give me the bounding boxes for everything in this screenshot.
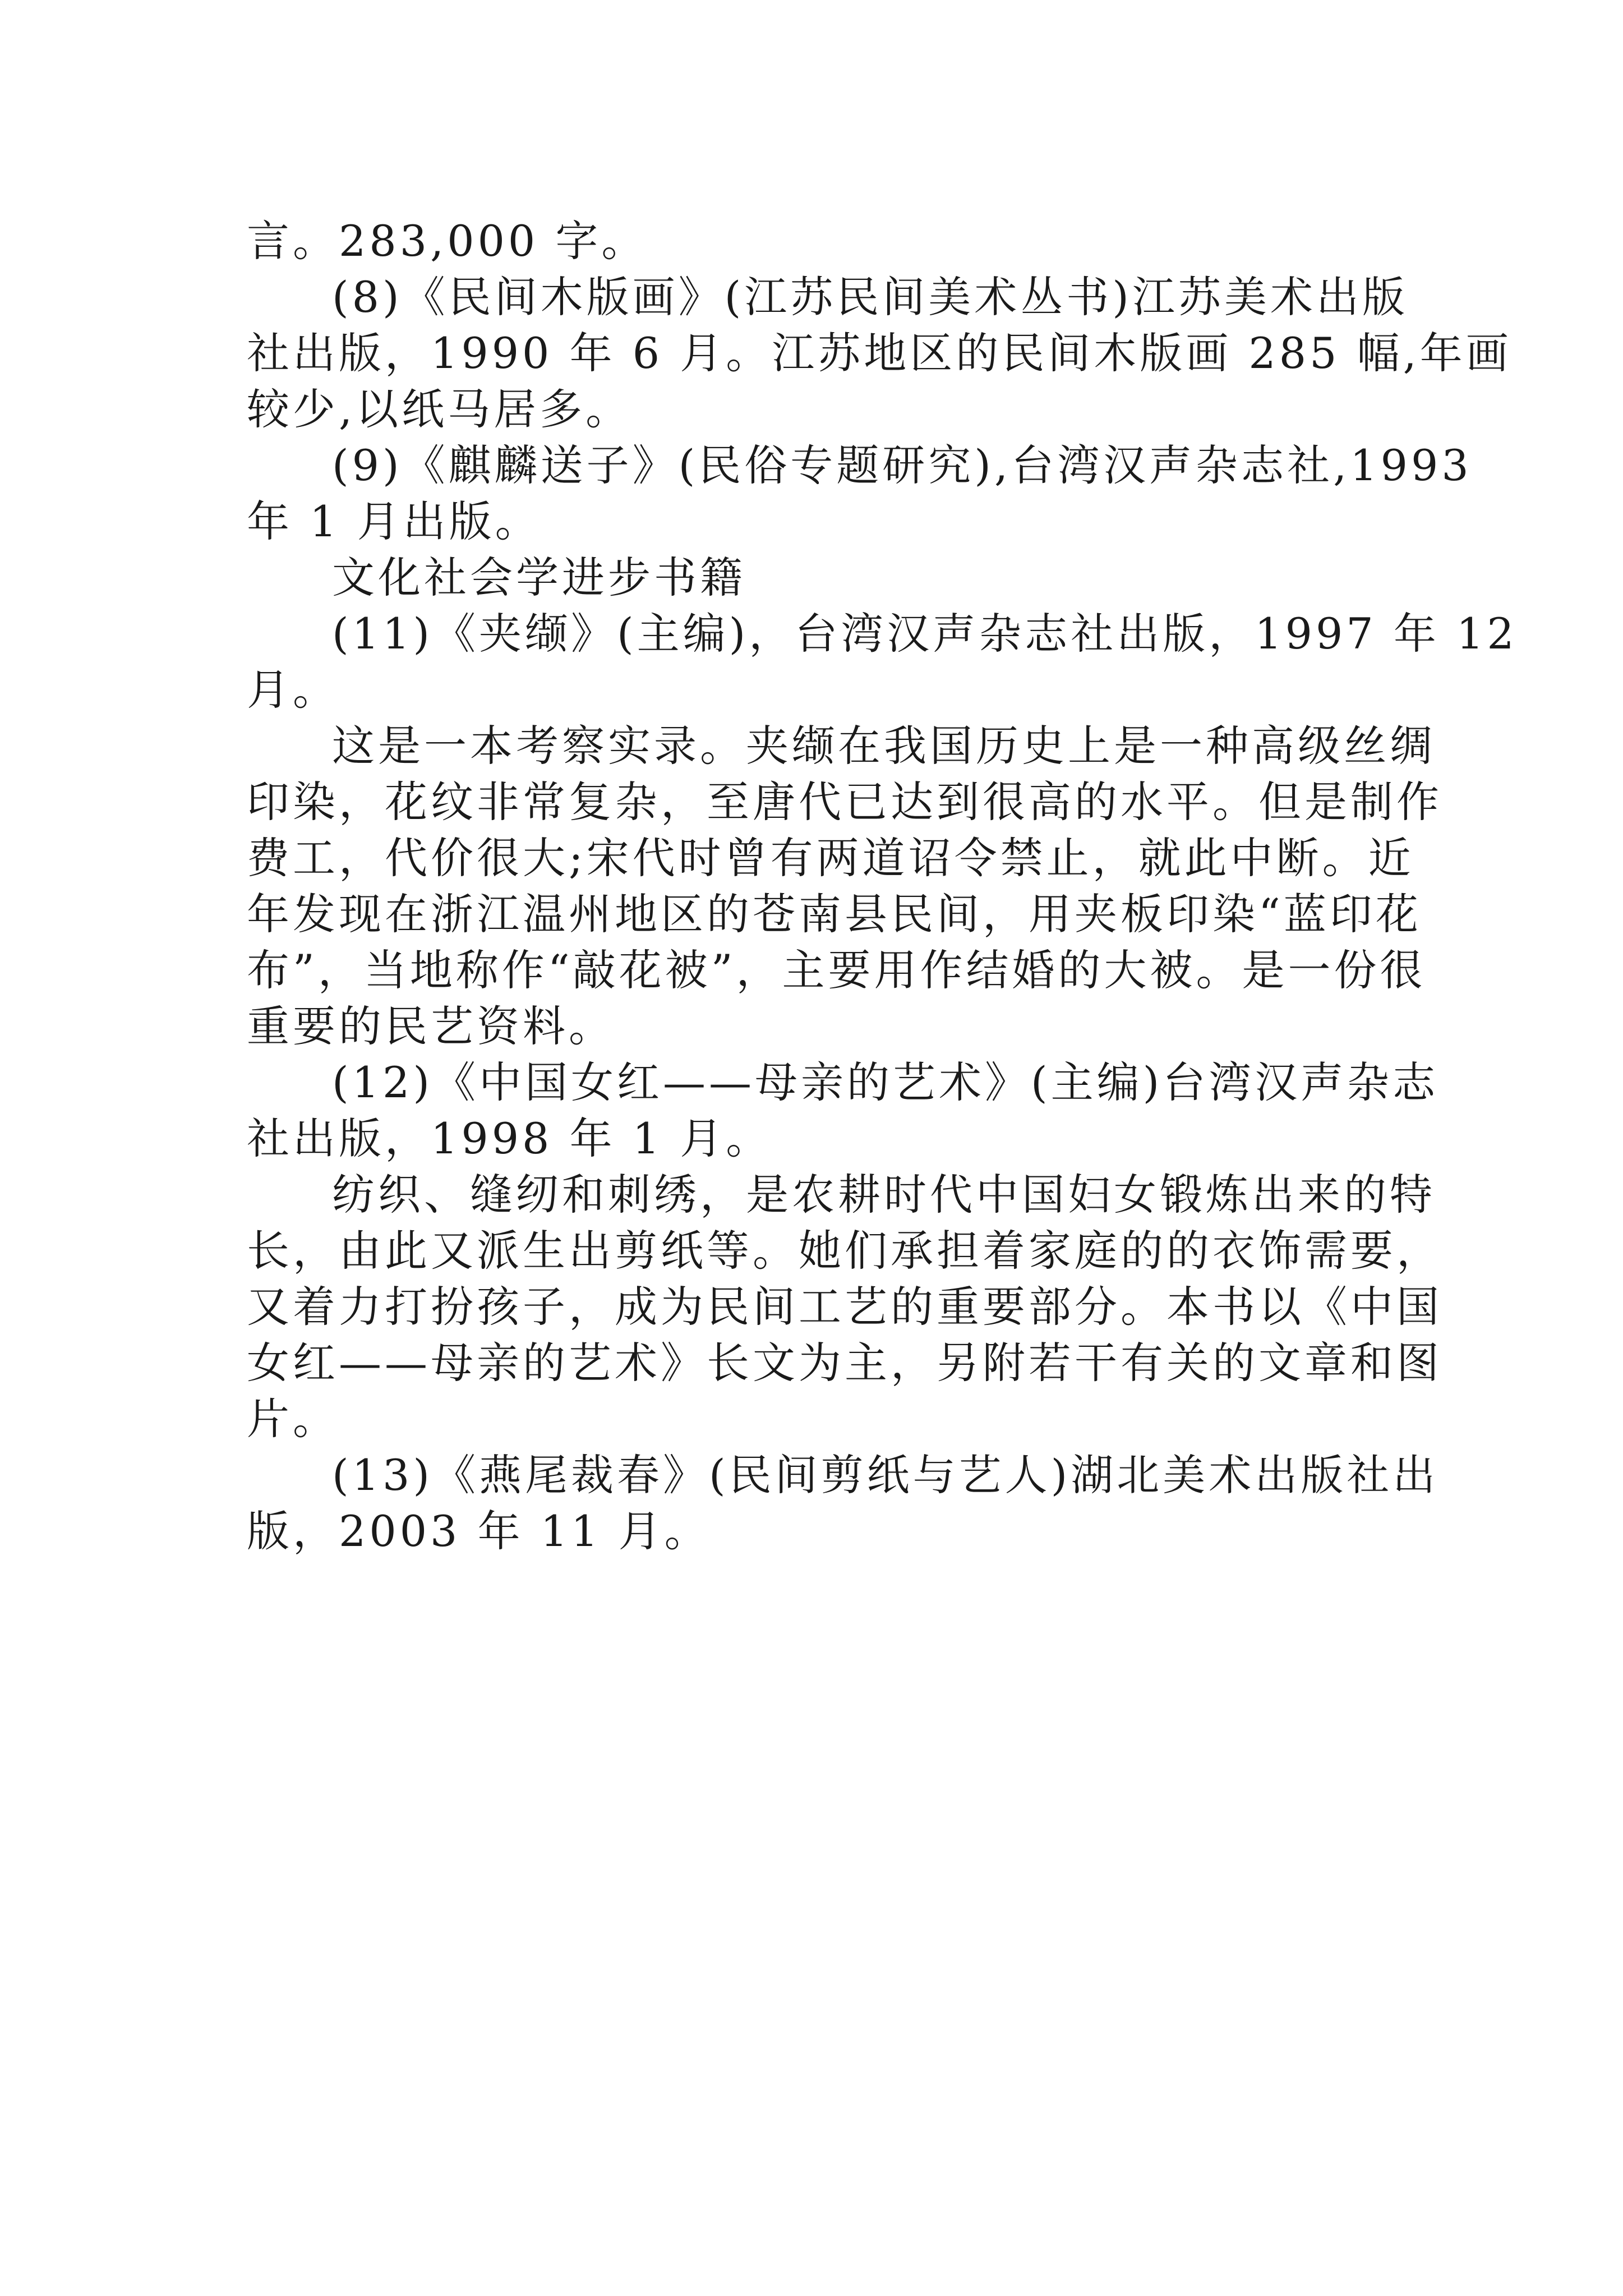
text-line: 年 1 月出版。 [247, 496, 541, 546]
paragraph-section-heading [247, 550, 1391, 606]
paragraph-continuation [247, 213, 1391, 269]
paragraph-item-8 [247, 269, 1512, 438]
text-line: (8)《民间木版画》(江苏民间美术丛书)江苏美术出版 [332, 272, 1408, 322]
paragraph-item-11 [247, 606, 1518, 718]
text-line: 文化社会学进步书籍 [332, 553, 746, 602]
text-line: 社出版，1998 年 1 月。 [247, 1114, 772, 1163]
text-line: (13)《燕尾裁春》(民间剪纸与艺人)湖北美术出版社出 [332, 1450, 1439, 1500]
text-line: 女红——母亲的艺术》长文为主，另附若干有关的文章和图 [247, 1338, 1442, 1388]
text-line: 布”，当地称作“敲花被”，主要用作结婚的大被。是一份很 [247, 945, 1426, 995]
paragraph-item-12 [247, 1055, 1439, 1167]
text-line: 较少,以纸马居多。 [247, 384, 632, 434]
text-line: 言。283,000 字。 [247, 216, 648, 266]
text-line: 印染，花纹非常复杂，至唐代已达到很高的水平。但是制作 [247, 777, 1442, 827]
text-line: (12)《中国女红——母亲的艺术》(主编)台湾汉声杂志 [332, 1057, 1439, 1107]
text-line: 费工，代价很大;宋代时曾有两道诏令禁止，就此中断。近 [247, 833, 1414, 883]
document-page [247, 213, 1518, 1559]
text-line: 月。 [247, 665, 339, 715]
text-line: 社出版，1990 年 6 月。江苏地区的民间木版画 285 幅,年画 [247, 328, 1512, 378]
paragraph-item-12-description [247, 1167, 1442, 1447]
text-line: 片。 [247, 1394, 339, 1444]
text-line: 又着力打扮孩子，成为民间工艺的重要部分。本书以《中国 [247, 1282, 1442, 1332]
paragraph-item-9 [247, 438, 1472, 550]
text-line: (9)《麒麟送子》(民俗专题研究),台湾汉声杂志社,1993 [332, 440, 1472, 490]
text-line: 重要的民艺资料。 [247, 1001, 615, 1051]
text-line: 这是一本考察实录。夹缬在我国历史上是一种高级丝绸 [332, 721, 1436, 771]
paragraph-item-11-description [247, 718, 1442, 1055]
text-line: 纺织、缝纫和刺绣，是农耕时代中国妇女锻炼出来的特 [332, 1170, 1436, 1220]
text-line: 年发现在浙江温州地区的苍南县民间，用夹板印染“蓝印花 [247, 889, 1422, 939]
text-line: (11)《夹缬》(主编)，台湾汉声杂志社出版，1997 年 12 [332, 609, 1518, 659]
paragraph-item-13 [247, 1447, 1439, 1559]
text-line: 版，2003 年 11 月。 [247, 1506, 711, 1556]
text-line: 长，由此又派生出剪纸等。她们承担着家庭的的衣饰需要， [247, 1226, 1442, 1276]
